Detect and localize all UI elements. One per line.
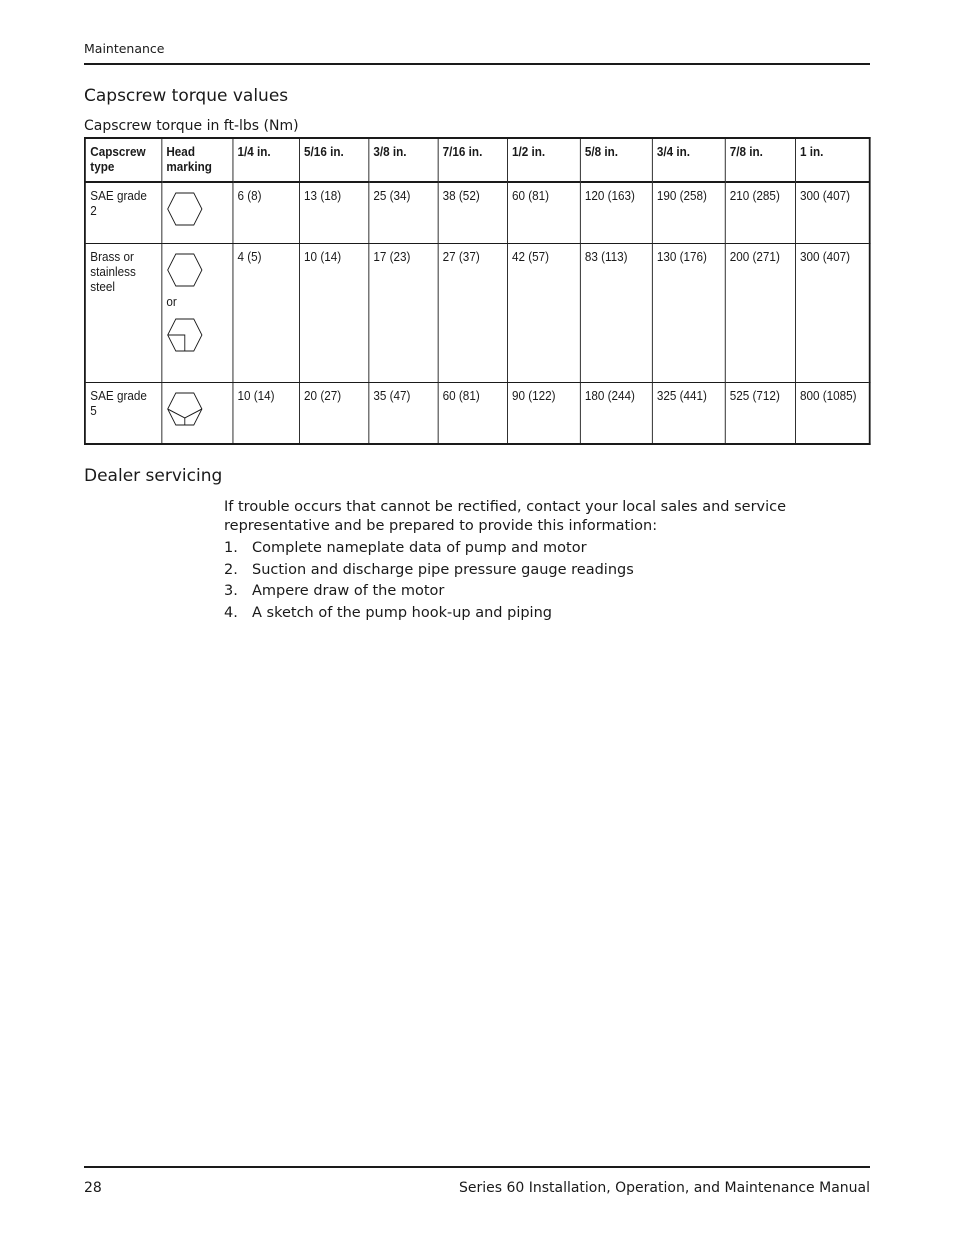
torque-table [84, 137, 871, 445]
torque-cell: 325 (441) [652, 383, 725, 445]
header-rule [84, 63, 870, 65]
list-item [224, 583, 824, 605]
torque-cell: 35 (47) [368, 383, 437, 445]
torque-cell: 800 (1085) [795, 383, 870, 445]
torque-cell: 10 (14) [299, 244, 368, 383]
running-header: Maintenance [84, 41, 165, 56]
list-number: 2. [224, 561, 238, 578]
col-header-size: 3/4 in. [652, 138, 725, 182]
table-caption: Capscrew torque in ft-lbs (Nm) [84, 118, 299, 134]
col-header-size: 1/2 in. [507, 138, 580, 182]
list-text: A sketch of the pump hook-up and piping [252, 605, 552, 622]
or-label: or [166, 294, 177, 309]
torque-cell: 20 (27) [299, 383, 368, 445]
torque-cell: 300 (407) [795, 244, 870, 383]
col-header-head-marking: Head marking [161, 138, 232, 182]
col-header-size: 5/8 in. [580, 138, 652, 182]
list-text: Complete nameplate data of pump and motor [252, 540, 587, 556]
list-text: Ampere draw of the motor [252, 583, 445, 600]
plain-hexagon-icon [166, 252, 202, 288]
col-header-size: 7/8 in. [725, 138, 795, 182]
torque-cell: 10 (14) [233, 383, 300, 445]
torque-cell: 13 (18) [299, 182, 368, 244]
torque-cell: 200 (271) [725, 244, 795, 383]
dealer-intro-paragraph: If trouble occurs that cannot be rectified, contact your local sales and service representative and be prepared to provide this information: [224, 499, 787, 534]
head-marking-cell [161, 182, 232, 244]
torque-cell: 120 (163) [580, 182, 652, 244]
capscrew-type-cell: Brass or stainless steel [85, 244, 161, 383]
list-number: 4. [224, 605, 238, 622]
torque-cell: 190 (258) [652, 182, 725, 244]
list-number: 3. [224, 583, 238, 600]
col-header-capscrew-type: Capscrew type [85, 138, 161, 182]
section-title-torque: Capscrew torque values [84, 86, 289, 106]
torque-cell: 60 (81) [507, 182, 580, 244]
list-text: Suction and discharge pipe pressure gauge readings [252, 561, 634, 578]
col-header-size: 7/16 in. [438, 138, 507, 182]
manual-title: Series 60 Installation, Operation, and Maintenance Manual [458, 1180, 870, 1196]
torque-cell: 6 (8) [233, 182, 300, 244]
torque-cell: 4 (5) [233, 244, 300, 383]
capscrew-type-cell: SAE grade 2 [85, 182, 161, 244]
table-header-row [85, 138, 870, 182]
list-item [224, 562, 824, 584]
table-row [85, 244, 870, 383]
torque-cell: 83 (113) [580, 244, 652, 383]
torque-cell: 38 (52) [438, 182, 507, 244]
plain-hexagon-icon [166, 191, 202, 227]
page-number: 28 [84, 1180, 102, 1196]
torque-cell: 130 (176) [652, 244, 725, 383]
list-number: 1. [224, 540, 238, 556]
col-header-size: 3/8 in. [368, 138, 437, 182]
torque-cell: 42 (57) [507, 244, 580, 383]
capscrew-type-cell: SAE grade 5 [85, 383, 161, 445]
torque-cell: 525 (712) [725, 383, 795, 445]
torque-cell: 60 (81) [438, 383, 507, 445]
head-marking-cell [161, 383, 232, 445]
table-row [85, 182, 870, 244]
section-title-dealer: Dealer servicing [84, 466, 223, 486]
three-line-hexagon-icon [166, 391, 202, 427]
table-row [85, 383, 870, 445]
col-header-size: 1/4 in. [233, 138, 300, 182]
list-item [224, 540, 824, 562]
marked-hexagon-icon [166, 317, 202, 353]
col-header-size: 1 in. [795, 138, 870, 182]
head-marking-cell [161, 244, 232, 383]
torque-cell: 25 (34) [368, 182, 437, 244]
torque-cell: 90 (122) [507, 383, 580, 445]
torque-cell: 300 (407) [795, 182, 870, 244]
torque-cell: 180 (244) [580, 383, 652, 445]
footer-rule [84, 1166, 870, 1168]
col-header-size: 5/16 in. [299, 138, 368, 182]
torque-cell: 210 (285) [725, 182, 795, 244]
torque-cell: 17 (23) [368, 244, 437, 383]
dealer-info-list [224, 540, 824, 627]
torque-cell: 27 (37) [438, 244, 507, 383]
list-item [224, 605, 824, 627]
